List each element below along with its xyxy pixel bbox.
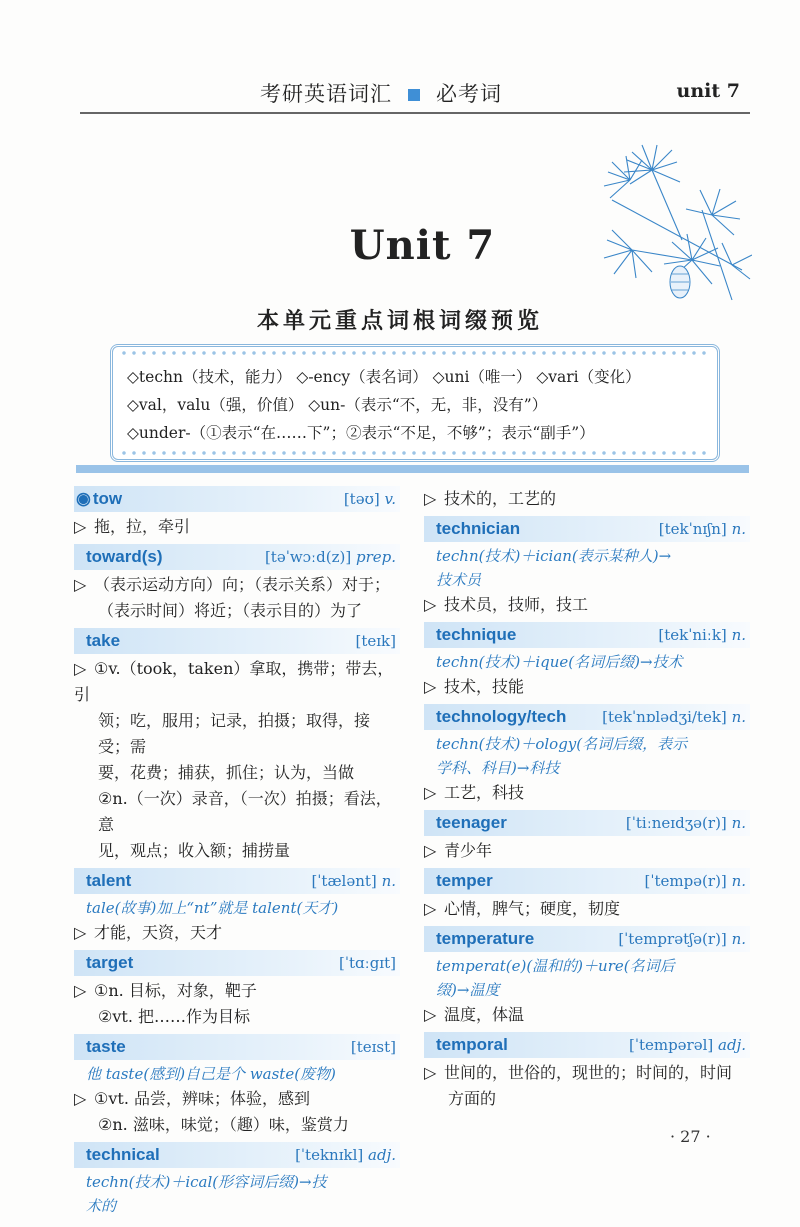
phonetic: [ˈtɑːgɪt] [339,954,396,972]
triangle-icon: ▷ [74,1089,87,1108]
etymology-text: techn(技术)＋ical(形容词后缀)→技 [86,1173,327,1191]
headword: talent [86,871,132,890]
phonetic: [tekˈniːk] [658,626,727,644]
headword: toward(s) [86,547,163,566]
headword: temperature [436,929,535,948]
entry-technique [424,622,750,648]
preview-line-3: ◇under-（①表示“在……下”；②表示“不足，不够”；表示“副手”） [127,424,595,442]
etymology-text: 术的 [86,1197,117,1215]
entry-target [74,950,400,976]
triangle-icon: ▷ [74,923,87,942]
header-unit: unit 7 [676,80,740,102]
left-column [74,482,400,1218]
preview-line-1: ◇techn（技术，能力） ◇-ency（表名词） ◇uni（唯一） ◇vari（变化） [127,368,641,386]
meaning-text: ①n. 目标，对象，靶子 [94,981,257,1000]
meaning-text: 温度，体温 [444,1005,525,1024]
meaning-text: 要，花费；捕获，抓住；认为，当做 [98,763,355,782]
preview-heading: 本单元重点词根词缀预览 [256,308,543,334]
key-word-bullet-icon: ◉ [76,489,91,508]
headword: taste [86,1037,126,1056]
meaning [424,1060,750,1112]
headword: target [86,953,134,972]
triangle-icon: ▷ [74,575,87,594]
triangle-icon: ▷ [424,489,437,508]
running-header [80,72,750,112]
headword: technology/tech [436,707,567,726]
meaning-text: 拖，拉，牵引 [94,517,191,536]
meaning [424,838,750,864]
headword: technician [436,519,521,538]
etymology-text: temperat(e)(温和的)＋ure(名词后 [436,957,675,975]
part-of-speech: adj. [718,1036,746,1054]
phonetic: [təʊ] [343,490,380,508]
phonetic: [tekˈnɪʃn] [658,520,727,538]
phonetic: [ˈteknɪkl] [295,1146,364,1164]
meaning-text: 技术的，工艺的 [444,489,557,508]
meaning [74,572,400,624]
phonetic: [təˈwɔːd(z)] [264,548,352,566]
etymology: techn(技术)＋ique(名词后缀)→技术 [436,653,683,671]
phonetic: [tekˈnɒlədʒi/tek] [602,708,727,726]
triangle-icon: ▷ [424,899,437,918]
phonetic: [teɪk] [355,632,396,650]
part-of-speech: n. [731,520,746,538]
entry-temperature [424,926,750,952]
triangle-icon: ▷ [74,517,87,536]
headword: temper [436,871,493,890]
etymology [424,544,750,592]
phonetic: [teɪst] [350,1038,396,1056]
preview-line-2: ◇val，valu（强，价值） ◇un-（表示“不，无，非，没有”） [127,396,548,414]
etymology: 他 taste(感到)自己是个 waste(废物) [86,1065,336,1083]
part-of-speech: n. [731,814,746,832]
entry-temper [424,868,750,894]
meaning-text: ②n.（一次）录音，（一次）拍摄；看法，意 [98,789,392,834]
section-divider [76,465,749,473]
triangle-icon: ▷ [424,677,437,696]
meaning [424,1002,750,1028]
page-number: · 27 · [670,1127,711,1146]
phonetic: [ˈtiːneɪdʒə(r)] [625,814,727,832]
part-of-speech: n. [731,930,746,948]
phonetic: [ˈtemprətʃə(r)] [618,930,727,948]
entry-tow [74,486,400,512]
headword: temporal [436,1035,508,1054]
meaning [74,656,400,864]
meaning-text: 世间的，世俗的，现世的；时间的，时间 [444,1063,733,1082]
unit-title: Unit 7 [349,222,496,269]
etymology-text: techn(技术)＋ology(名词后缀，表示 [436,735,688,753]
phonetic: [ˈtælənt] [311,872,377,890]
triangle-icon: ▷ [424,595,437,614]
phonetic: [ˈtempərəl] [628,1036,714,1054]
headword: technical [86,1145,160,1164]
etymology-text: 缀)→温度 [436,981,500,999]
part-of-speech: n. [731,872,746,890]
meaning [424,674,750,700]
entry-teenager [424,810,750,836]
root-affix-preview-box [110,344,720,462]
header-title [260,78,502,108]
meaning-text: 方面的 [448,1089,497,1108]
etymology [424,732,750,780]
part-of-speech: v. [384,490,396,508]
meaning-text: 才能，天资，天才 [94,923,223,942]
meaning-text: 技术员，技师，技工 [444,595,589,614]
header-divider [80,112,750,114]
headword: teenager [436,813,507,832]
meaning [74,978,400,1030]
entry-temporal [424,1032,750,1058]
etymology-text: 技术员 [436,571,482,589]
meaning-text: （表示时间）将近；（表示目的）为了 [98,601,363,620]
part-of-speech: n. [731,626,746,644]
headword: take [86,631,121,650]
meaning-text: ①vt. 品尝，辨味；体验，感到 [94,1089,310,1108]
header-section: 必考词 [436,82,502,106]
meaning-text: 领；吃，服用；记录，拍摄；取得，接受；需 [98,711,371,756]
part-of-speech: prep. [355,548,396,566]
etymology-text: 学科、科目)→科技 [436,759,560,777]
meaning-text: ①v.（took，taken）拿取，携带；带去，引 [74,659,394,704]
entry-technician [424,516,750,542]
entry-talent [74,868,400,894]
meaning-technical-cont [424,486,750,512]
entry-technology [424,704,750,730]
headword: technique [436,625,517,644]
meaning [74,514,400,540]
entry-towards [74,544,400,570]
meaning-text: 技术，技能 [444,677,525,696]
part-of-speech: adj. [368,1146,396,1164]
meaning-text: 工艺，科技 [444,783,525,802]
headword: tow [92,489,123,508]
etymology [424,954,750,1002]
meaning [424,896,750,922]
meaning [74,1086,400,1138]
meaning-text: ②n. 滋味，味觉；（趣）味，鉴赏力 [98,1115,349,1134]
meaning-text: 心情，脾气；硬度，韧度 [444,899,621,918]
square-bullet-icon [408,89,420,101]
triangle-icon: ▷ [74,981,87,1000]
meaning-text: （表示运动方向）向；（表示关系）对于； [94,575,391,594]
meaning-text: 青少年 [444,841,493,860]
phonetic: [ˈtempə(r)] [644,872,727,890]
etymology-text: techn(技术)＋ician(表示某种人)→ [436,547,672,565]
triangle-icon: ▷ [424,783,437,802]
etymology [74,1170,400,1218]
part-of-speech: n. [381,872,396,890]
dotted-border-bottom [119,450,711,456]
meaning [424,780,750,806]
triangle-icon: ▷ [424,1005,437,1024]
entry-taste [74,1034,400,1060]
right-column [424,486,750,1112]
triangle-icon: ▷ [424,1063,437,1082]
part-of-speech: n. [731,708,746,726]
etymology: tale(故事)加上“nt”就是 talent(天才) [86,899,339,917]
meaning [424,592,750,618]
entry-technical [74,1142,400,1168]
entry-take [74,628,400,654]
meaning-text: ②vt. 把……作为目标 [98,1007,250,1026]
meaning [74,920,400,946]
header-book: 考研英语词汇 [260,82,392,106]
triangle-icon: ▷ [424,841,437,860]
dotted-border-top [119,350,711,356]
triangle-icon: ▷ [74,659,87,678]
meaning-text: 见，观点；收入额；捕捞量 [98,841,291,860]
